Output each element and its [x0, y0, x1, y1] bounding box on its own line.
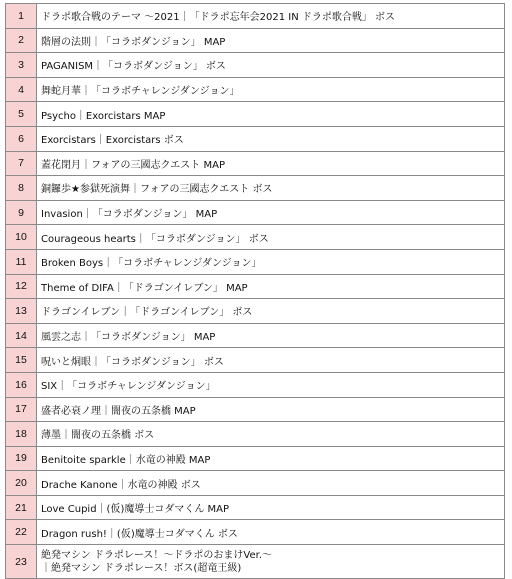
table-row: [6, 53, 505, 78]
track-title-line: 絶発マシン ドラポレース！～ドラポのおまけVer.～: [41, 549, 273, 561]
track-number: 18: [6, 422, 37, 447]
table-row: [6, 323, 505, 348]
track-title: 蓋花閉月｜フォアの三國志クエスト MAP: [37, 151, 505, 176]
table-row: [6, 77, 505, 102]
track-number: 19: [6, 446, 37, 471]
table-row: [6, 176, 505, 201]
track-title: SIX｜「コラボチャレンジダンジョン」: [37, 372, 505, 397]
track-title: Exorcistars｜Exorcistars ボス: [37, 126, 505, 151]
table-row: [6, 4, 505, 29]
table-row: [6, 422, 505, 447]
track-title: Invasion｜「コラボダンジョン」 MAP: [37, 200, 505, 225]
track-title: Drache Kanone｜水竜の神殿 ボス: [37, 471, 505, 496]
track-title-line: ｜絶発マシン ドラポレース！ボス(超竜王級): [41, 562, 242, 574]
table-row: [6, 520, 505, 545]
track-number: 13: [6, 299, 37, 324]
track-number: 9: [6, 200, 37, 225]
track-title: Broken Boys｜「コラボチャレンジダンジョン」: [37, 249, 505, 274]
track-title: 呪いと烔眼｜「コラボダンジョン」 ボス: [37, 348, 505, 373]
track-number: 11: [6, 249, 37, 274]
table-row: [6, 545, 505, 579]
track-title: 薄墨｜闇夜の五条橋 ボス: [37, 422, 505, 447]
track-table: [5, 3, 505, 579]
table-row: [6, 28, 505, 53]
track-title: Dragon rush!｜(仮)魔導士コダマくん ボス: [37, 520, 505, 545]
track-number: 21: [6, 495, 37, 520]
track-number: 10: [6, 225, 37, 250]
track-title: Love Cupid｜(仮)魔導士コダマくん MAP: [37, 495, 505, 520]
track-title: ドラゴンイレブン｜「ドラゴンイレブン」 ボス: [37, 299, 505, 324]
track-number: 16: [6, 372, 37, 397]
track-number: 4: [6, 77, 37, 102]
track-title: 盛者必衰ノ理｜闇夜の五条橋 MAP: [37, 397, 505, 422]
track-title: Psycho｜Exorcistars MAP: [37, 102, 505, 127]
table-row: [6, 151, 505, 176]
track-title: [37, 545, 505, 579]
track-title: ドラポ歌合戦のテーマ ～2021｜「ドラポ忘年会2021 IN ドラポ歌合戦」 ボス: [37, 4, 505, 29]
table-row: [6, 348, 505, 373]
table-row: [6, 446, 505, 471]
track-title: Courageous hearts｜「コラボダンジョン」 ボス: [37, 225, 505, 250]
table-row: [6, 126, 505, 151]
track-title: 銅鑼歩★参獄死演舞｜フォアの三國志クエスト ボス: [37, 176, 505, 201]
track-number: 6: [6, 126, 37, 151]
track-number: 17: [6, 397, 37, 422]
track-number: 22: [6, 520, 37, 545]
table-row: [6, 225, 505, 250]
track-number: 1: [6, 4, 37, 29]
track-number: 23: [6, 545, 37, 579]
table-row: [6, 200, 505, 225]
track-number: 5: [6, 102, 37, 127]
table-row: [6, 249, 505, 274]
table-row: [6, 495, 505, 520]
table-row: [6, 397, 505, 422]
table-row: [6, 372, 505, 397]
table-row: [6, 274, 505, 299]
track-number: 2: [6, 28, 37, 53]
track-title: Theme of DIFA｜「ドラゴンイレブン」 MAP: [37, 274, 505, 299]
track-title: 階層の法則｜「コラボダンジョン」 MAP: [37, 28, 505, 53]
track-number: 20: [6, 471, 37, 496]
table-row: [6, 102, 505, 127]
track-number: 14: [6, 323, 37, 348]
track-title: 舞蛇月華｜「コラボチャレンジダンジョン」: [37, 77, 505, 102]
table-row: [6, 471, 505, 496]
track-title: 風雲之志｜「コラボダンジョン」 MAP: [37, 323, 505, 348]
track-number: 7: [6, 151, 37, 176]
track-number: 15: [6, 348, 37, 373]
track-number: 3: [6, 53, 37, 78]
table-row: [6, 299, 505, 324]
track-title: PAGANISM｜「コラボダンジョン」 ボス: [37, 53, 505, 78]
track-number: 8: [6, 176, 37, 201]
track-title: Benitoite sparkle｜水竜の神殿 MAP: [37, 446, 505, 471]
track-number: 12: [6, 274, 37, 299]
